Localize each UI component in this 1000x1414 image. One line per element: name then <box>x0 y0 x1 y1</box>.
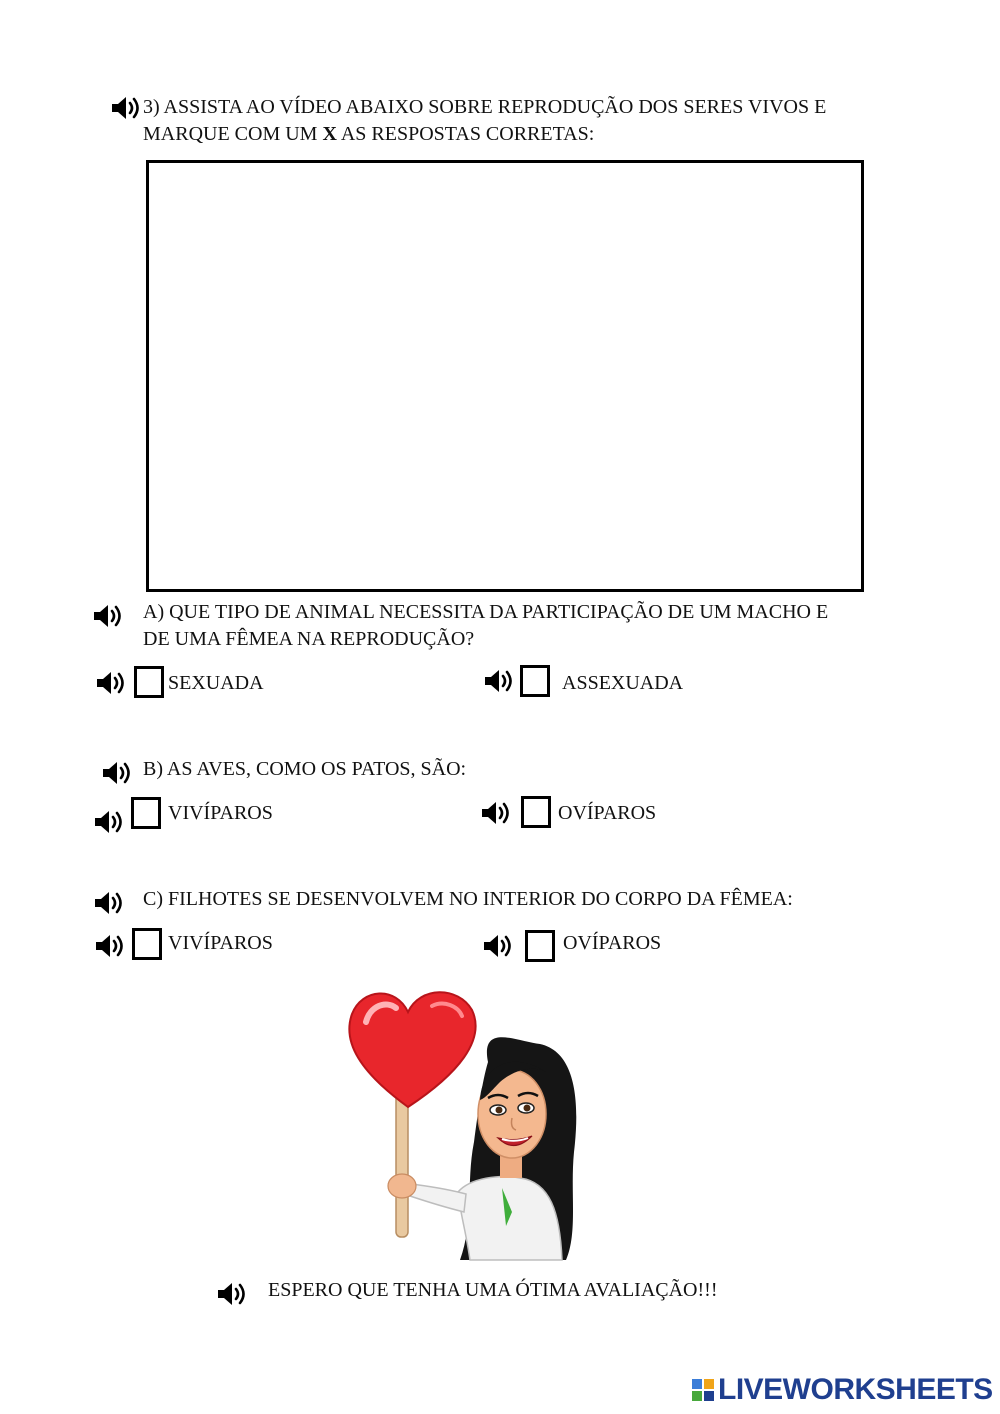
checkbox-assexuada[interactable] <box>520 665 550 697</box>
question-b-text: B) AS AVES, COMO OS PATOS, SÃO: <box>143 758 467 780</box>
checkbox-viviparos-c[interactable] <box>132 928 162 960</box>
option-oviparos-b-label: OVÍPAROS <box>558 802 657 824</box>
speaker-icon[interactable] <box>93 809 127 835</box>
checkbox-sexuada[interactable] <box>134 666 164 698</box>
liveworksheets-logo[interactable] <box>692 1372 993 1408</box>
option-viviparos-b-label: VIVÍPAROS <box>168 802 273 824</box>
checkbox-oviparos-b[interactable] <box>521 796 551 828</box>
option-viviparos-c-label: VIVÍPAROS <box>168 932 273 954</box>
logo-text: LIVEWORKSHEETS <box>718 1373 993 1406</box>
question-a-line-2: DE UMA FÊMEA NA REPRODUÇÃO? <box>143 628 475 650</box>
video-player[interactable] <box>146 160 864 592</box>
speaker-icon[interactable] <box>95 670 129 696</box>
option-oviparos-c-label: OVÍPAROS <box>563 932 662 954</box>
speaker-icon[interactable] <box>482 933 516 959</box>
question-3-line-1: 3) ASSISTA AO VÍDEO ABAIXO SOBRE REPRODUÇÃO DOS SERES VIVOS E <box>143 96 827 118</box>
speaker-icon[interactable] <box>93 890 127 916</box>
logo-grid-icon <box>692 1379 714 1401</box>
speaker-icon[interactable] <box>94 933 128 959</box>
question-c-text: C) FILHOTES SE DESENVOLVEM NO INTERIOR DO CORPO DA FÊMEA: <box>143 888 793 910</box>
speaker-icon[interactable] <box>216 1281 250 1307</box>
speaker-icon[interactable] <box>110 95 144 121</box>
checkbox-viviparos-b[interactable] <box>131 797 161 829</box>
speaker-icon[interactable] <box>483 668 517 694</box>
speaker-icon[interactable] <box>92 603 126 629</box>
speaker-icon[interactable] <box>480 800 514 826</box>
option-sexuada-label: SEXUADA <box>168 672 264 694</box>
checkbox-oviparos-c[interactable] <box>525 930 555 962</box>
speaker-icon[interactable] <box>101 760 135 786</box>
question-a-line-1: A) QUE TIPO DE ANIMAL NECESSITA DA PARTICIPAÇÃO DE UM MACHO E <box>143 601 829 623</box>
girl-with-heart-lollipop-illustration <box>340 982 590 1264</box>
question-3-line-2: MARQUE COM UM X AS RESPOSTAS CORRETAS: <box>143 123 595 145</box>
closing-message: ESPERO QUE TENHA UMA ÓTIMA AVALIAÇÃO!!! <box>268 1279 718 1301</box>
option-assexuada-label: ASSEXUADA <box>562 672 684 694</box>
